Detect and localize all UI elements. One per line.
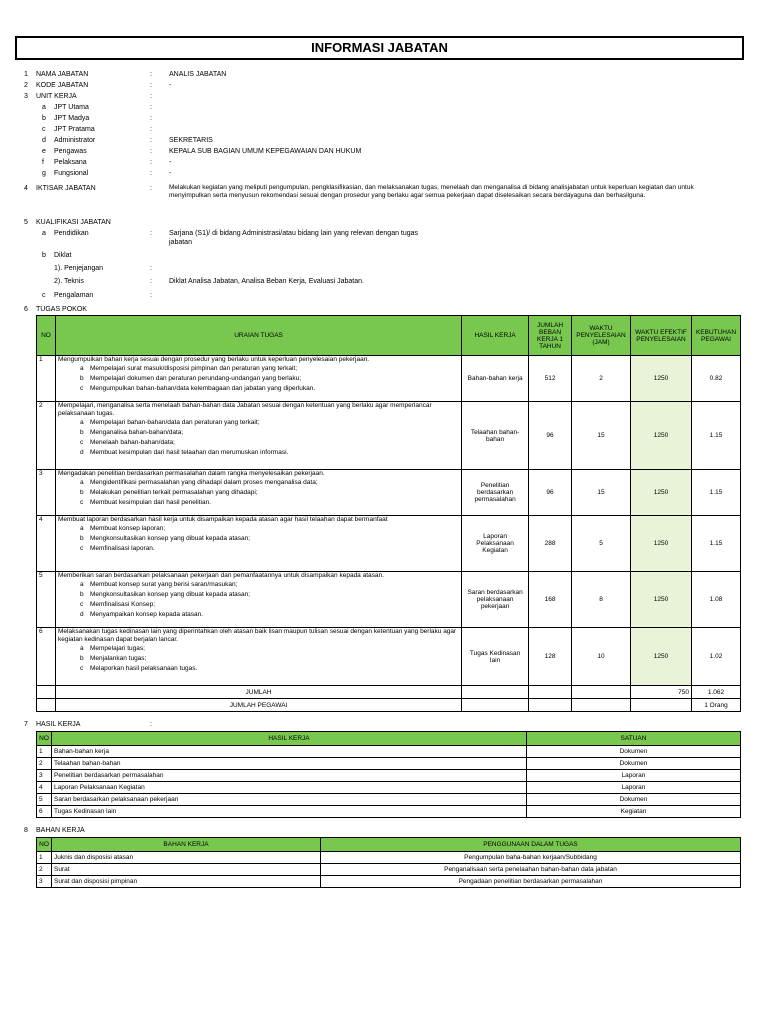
subtask-text: Mengumpulkan bahan-bahan/data kelembagaan dan jabatan yang diperlukan.	[89, 385, 316, 392]
unit-label: JPT Madya	[54, 115, 90, 122]
th-uraian: URAIAN TUGAS	[55, 316, 461, 356]
bahan-kerja-no: 8	[24, 827, 28, 834]
jumlah-empty	[37, 686, 56, 699]
hasil-row	[37, 806, 741, 818]
subtask-text: Mempelajari surat masuk/disposisi pimpinan dan peraturan yang terkait;	[89, 365, 298, 372]
task-no: 6	[37, 628, 56, 686]
task-row	[37, 402, 741, 470]
hasil-satuan: Kegiatan	[527, 806, 741, 818]
task-row	[37, 470, 741, 516]
th-kebutuhan: KEBUTUHAN PEGAWAI	[691, 316, 740, 356]
task-description	[55, 516, 461, 572]
task-efektif: 1250	[631, 470, 692, 516]
bahan-penggunaan: Pengadaan penelitian berdasarkan permasalahan	[321, 876, 741, 888]
task-no: 4	[37, 516, 56, 572]
unit-letter: d	[42, 137, 46, 144]
pegawai-blank-4	[631, 699, 692, 712]
task-hasil: Saran berdasarkan pelaksanaan pekerjaan	[462, 572, 529, 628]
field-value: ANALIS JABATAN	[169, 71, 227, 78]
tugas-pokok-table	[36, 315, 741, 712]
task-row	[37, 572, 741, 628]
subtask-text: Mengidentifikasi permasalahan yang dihadapi dalam proses menganalisa data;	[89, 479, 318, 486]
hasil-no: 4	[37, 782, 52, 794]
subtask	[80, 488, 459, 498]
subtask-letter: b	[79, 429, 84, 436]
hasil-name: Telaahan bahan-bahan	[52, 758, 527, 770]
th-waktu: WAKTU PENYELESAIAN (JAM)	[572, 316, 631, 356]
bahan-name: Surat dan disposisi pimpinan	[52, 876, 321, 888]
bahan-no: 2	[37, 864, 52, 876]
task-kebutuhan: 1.15	[691, 470, 740, 516]
jumlah-efektif: 750	[631, 686, 692, 699]
unit-value: SEKRETARIS	[169, 137, 213, 144]
task-hasil: Penelitian berdasarkan permasalahan	[462, 470, 529, 516]
task-kebutuhan: 0.82	[691, 356, 740, 402]
subtask	[80, 498, 459, 508]
bahan-no: 1	[37, 852, 52, 864]
task-jumlah: 168	[529, 572, 572, 628]
subtask-letter: c	[79, 601, 84, 608]
subtask-letter: a	[79, 419, 84, 426]
hasil-row	[37, 794, 741, 806]
task-efektif: 1250	[631, 516, 692, 572]
tugas-pokok-label: TUGAS POKOK	[36, 306, 87, 313]
task-main: Memberikan saran berdasarkan pelaksanaan pekerjaan dan pemanfaatannya untuk disampaikan kepada atasan.	[57, 572, 384, 579]
subtask-text: Memfinalisasi Konsep;	[89, 601, 156, 608]
hasil-no: 5	[37, 794, 52, 806]
unit-letter: g	[42, 170, 46, 177]
bahan-row	[37, 864, 741, 876]
field-value: -	[169, 82, 172, 89]
hasil-row	[37, 758, 741, 770]
hasil-no: 6	[37, 806, 52, 818]
subtask	[80, 384, 459, 394]
unit-value: -	[169, 159, 172, 166]
task-description	[55, 470, 461, 516]
th-no: NO	[37, 316, 56, 356]
hasil-satuan: Dokumen	[527, 794, 741, 806]
subtask	[80, 364, 459, 374]
field-label: NAMA JABATAN	[36, 71, 89, 78]
field-no: 2	[24, 82, 28, 89]
task-hasil: Bahan-bahan kerja	[462, 356, 529, 402]
task-kebutuhan: 1.08	[691, 572, 740, 628]
task-description	[55, 402, 461, 470]
subtask	[80, 478, 459, 488]
subtask	[80, 644, 459, 654]
subtask-letter: a	[79, 525, 84, 532]
hk-th-no: NO	[37, 732, 52, 746]
task-jumlah: 512	[529, 356, 572, 402]
subtask-text: Mempelajari tugas;	[89, 645, 145, 652]
subtask-text: Menyampaikan konsep kepada atasan.	[89, 611, 204, 618]
jumlah-blank-3	[572, 686, 631, 699]
subtask-letter: d	[79, 449, 84, 456]
subtask-letter: b	[79, 591, 84, 598]
subtask-letter: c	[79, 499, 84, 506]
subtask-text: Mempelajari bahan-bahan/data dan peraturan yang terkait;	[89, 419, 260, 426]
unit-colon: :	[150, 159, 152, 166]
hasil-kerja-label: HASIL KERJA	[36, 721, 81, 728]
unit-label: Administrator	[54, 137, 96, 144]
teknis-label: 2). Teknis	[54, 278, 84, 285]
hasil-no: 3	[37, 770, 52, 782]
subtask-text: Mengkonsultasikan konsep yang dibuat kepada atasan;	[89, 535, 251, 542]
subtask-text: Menelaah bahan-bahan/data;	[89, 439, 175, 446]
bk-th-no: NO	[37, 838, 52, 852]
subtask-text: Memfinalisasi laporan.	[89, 545, 155, 552]
hasil-name: Penelitian berdasarkan permasalahan	[52, 770, 527, 782]
subtask	[80, 654, 459, 664]
subtask	[80, 580, 459, 590]
subtask	[80, 438, 459, 448]
task-hasil: Laporan Pelaksanaan Kegiatan	[462, 516, 529, 572]
subtask-letter: a	[79, 581, 84, 588]
task-no: 2	[37, 402, 56, 470]
task-main: Membuat laporan berdasarkan hasil kerja untuk disampaikan kepada atasan agar hasil telaahan dapat bermanfaat	[57, 516, 388, 523]
pendidikan-colon: :	[150, 230, 152, 237]
kualifikasi-label: KUALIFIKASI JABATAN	[36, 219, 111, 226]
task-efektif: 1250	[631, 356, 692, 402]
field-label: UNIT KERJA	[36, 93, 77, 100]
subtask-letter: a	[79, 645, 84, 652]
pengalaman-letter: c	[42, 292, 46, 299]
task-row	[37, 628, 741, 686]
unit-label: Pelaksana	[54, 159, 87, 166]
subtask	[80, 534, 459, 544]
task-waktu: 15	[572, 402, 631, 470]
jumlah-blank-1	[462, 686, 529, 699]
subtask	[80, 418, 459, 428]
pegawai-empty	[37, 699, 56, 712]
bahan-penggunaan: Pengumpulan baha-bahan kerjaan/Subbidang	[321, 852, 741, 864]
hasil-satuan: Laporan	[527, 770, 741, 782]
task-description	[55, 628, 461, 686]
subtask	[80, 428, 459, 438]
task-description	[55, 572, 461, 628]
task-no: 5	[37, 572, 56, 628]
hasil-kerja-colon: :	[150, 721, 152, 728]
pengalaman-colon: :	[150, 292, 152, 299]
subtask-letter: b	[79, 489, 84, 496]
subtask	[80, 600, 459, 610]
unit-colon: :	[150, 104, 152, 111]
tugas-pokok-no: 6	[24, 306, 28, 313]
th-hasil: HASIL KERJA	[462, 316, 529, 356]
subtask-letter: d	[79, 611, 84, 618]
unit-label: JPT Utama	[54, 104, 89, 111]
teknis-value: Diklat Analisa Jabatan, Analisa Beban Kerja, Evaluasi Jabatan.	[169, 278, 364, 285]
subtask-text: Melaporkan hasil pelaksanaan tugas.	[89, 665, 198, 672]
task-main: Mengadakan penelitian berdasarkan permasalahan dalam rangka menyelesaikan pekerjaan.	[57, 470, 325, 477]
subtask	[80, 610, 459, 620]
bk-th-bahan: BAHAN KERJA	[52, 838, 321, 852]
subtask-text: Mempelajari dokumen dan peraturan perundang-undangan yang berlaku;	[89, 375, 302, 382]
hasil-row	[37, 770, 741, 782]
field-colon: :	[150, 93, 152, 100]
subtask-letter: b	[79, 375, 84, 382]
unit-letter: f	[42, 159, 44, 166]
bahan-row	[37, 876, 741, 888]
hasil-kerja-table	[36, 731, 741, 818]
jumlah-blank-2	[529, 686, 572, 699]
pendidikan-value: Sarjana (S1)/ di bidang Administrasi/atau bidang lain yang relevan dengan tugas jabatan	[169, 230, 419, 246]
subtask-text: Mengkonsultasikan konsep yang dibuat kepada atasan;	[89, 591, 251, 598]
task-row	[37, 356, 741, 402]
ikhtisar-label: IKTISAR JABATAN	[36, 185, 96, 192]
unit-label: JPT Pratama	[54, 126, 95, 133]
task-no: 1	[37, 356, 56, 402]
unit-label: Fungsional	[54, 170, 89, 177]
subtask	[80, 590, 459, 600]
field-label: KODE JABATAN	[36, 82, 89, 89]
task-waktu: 2	[572, 356, 631, 402]
task-jumlah: 128	[529, 628, 572, 686]
teknis-colon: :	[150, 278, 152, 285]
th-efektif: WAKTU EFEKTIF PENYELESAIAN	[631, 316, 692, 356]
subtask	[80, 374, 459, 384]
hasil-name: Laporan Pelaksanaan Kegiatan	[52, 782, 527, 794]
hasil-name: Tugas Kedinasan lain	[52, 806, 527, 818]
task-main: Melaksanakan tugas kedinasan lain yang diperintahkan oleh atasan baik lisan maupun tulisan sesuai dengan ketentuan yang berlaku agar kegiatan kedinasan dapat berjalan lancar.	[57, 628, 457, 643]
subtask-text: Menjalankan tugas;	[89, 655, 147, 662]
task-kebutuhan: 1.02	[691, 628, 740, 686]
hasil-satuan: Dokumen	[527, 746, 741, 758]
pegawai-blank-1	[462, 699, 529, 712]
subtask-letter: b	[79, 655, 84, 662]
subtask-text: Membuat konsep surat yang berisi saran/masukan;	[89, 581, 238, 588]
task-main: Mempelajari, menganalisa serta menelaah bahan-bahan data Jabatan sesuai dengan ketentuan yang berlaku agar memperlancar pelaksanaan tugas.	[57, 402, 432, 417]
subtask-letter: a	[79, 479, 84, 486]
hk-th-satuan: SATUAN	[527, 732, 741, 746]
unit-letter: e	[42, 148, 46, 155]
page-title: INFORMASI JABATAN	[15, 36, 744, 60]
field-no: 3	[24, 93, 28, 100]
bahan-penggunaan: Penganalisaan serta penelaahan bahan-bahan data jabatan	[321, 864, 741, 876]
unit-colon: :	[150, 126, 152, 133]
unit-colon: :	[150, 137, 152, 144]
task-efektif: 1250	[631, 572, 692, 628]
subtask-text: Membuat kesimpulan dari hasil telaahan dan merumuskan informasi.	[89, 449, 289, 456]
pegawai-blank-2	[529, 699, 572, 712]
unit-letter: b	[42, 115, 46, 122]
task-kebutuhan: 1.15	[691, 516, 740, 572]
subtask-text: Membuat konsep laporan;	[89, 525, 166, 532]
task-waktu: 10	[572, 628, 631, 686]
subtask-letter: a	[79, 365, 84, 372]
diklat-letter: b	[42, 252, 46, 259]
bahan-kerja-table	[36, 837, 741, 888]
kualifikasi-no: 5	[24, 219, 28, 226]
bahan-row	[37, 852, 741, 864]
task-hasil: Tugas Kedinasan lain	[462, 628, 529, 686]
jumlah-label: JUMLAH	[55, 686, 461, 699]
ikhtisar-value: Melakukan kegiatan yang meliputi pengumpulan, pengklasifikasian, dan melaksanakan tugas, menelaah dan menganalisa di bidang analisjabatan untuk keperluan kegiatan dan untuk menyimpulkan serta menyusun rekomendasi sesuai dengan prosedur yang berlaku agar semua pekerjaan dapat diselesaikan secara berdayaguna dan berhasilguna.	[169, 184, 694, 199]
hasil-name: Bahan-bahan kerja	[52, 746, 527, 758]
subtask-text: Melakukan penelitian terkait permasalahan yang dihadapi;	[89, 489, 258, 496]
subtask-letter: c	[79, 385, 84, 392]
subtask	[80, 544, 459, 554]
hasil-row	[37, 746, 741, 758]
subtask-letter: c	[79, 545, 84, 552]
subtask-letter: b	[79, 535, 84, 542]
field-colon: :	[150, 82, 152, 89]
task-waktu: 5	[572, 516, 631, 572]
task-jumlah: 96	[529, 402, 572, 470]
task-hasil: Telaahan bahan-bahan	[462, 402, 529, 470]
task-efektif: 1250	[631, 628, 692, 686]
bahan-kerja-label: BAHAN KERJA	[36, 827, 85, 834]
task-row	[37, 516, 741, 572]
subtask-text: Menganalisa bahan-bahan/data;	[89, 429, 184, 436]
pendidikan-letter: a	[42, 230, 46, 237]
bahan-name: Surat	[52, 864, 321, 876]
unit-colon: :	[150, 170, 152, 177]
hasil-satuan: Dokumen	[527, 758, 741, 770]
pengalaman-label: Pengalaman	[54, 292, 94, 299]
unit-value: KEPALA SUB BAGIAN UMUM KEPEGAWAIAN DAN HUKUM	[169, 148, 362, 155]
hasil-no: 2	[37, 758, 52, 770]
jumlah-pegawai-label: JUMLAH PEGAWAI	[55, 699, 461, 712]
task-jumlah: 96	[529, 470, 572, 516]
ikhtisar-no: 4	[24, 185, 28, 192]
hasil-name: Saran berdasarkan pelaksanaan pekerjaan	[52, 794, 527, 806]
th-jumlah: JUMLAH BEBAN KERJA 1 TAHUN	[529, 316, 572, 356]
subtask	[80, 664, 459, 674]
jumlah-kebutuhan: 1.062	[691, 686, 740, 699]
penjenjangan-colon: :	[150, 265, 152, 272]
subtask-text: Membuat kesimpulan dari hasil penelitian.	[89, 499, 212, 506]
field-no: 1	[24, 71, 28, 78]
unit-colon: :	[150, 115, 152, 122]
ikhtisar-colon: :	[150, 185, 152, 192]
task-description	[55, 356, 461, 402]
task-no: 3	[37, 470, 56, 516]
unit-value: -	[169, 170, 172, 177]
task-waktu: 8	[572, 572, 631, 628]
subtask	[80, 524, 459, 534]
task-efektif: 1250	[631, 402, 692, 470]
hasil-satuan: Laporan	[527, 782, 741, 794]
pegawai-blank-3	[572, 699, 631, 712]
unit-label: Pengawas	[54, 148, 87, 155]
subtask-letter: c	[79, 665, 84, 672]
task-main: Mengumpulkan bahan kerja sesuai dengan prosedur yang berlaku untuk keperluan penyelesaian pekerjaan.	[57, 356, 370, 363]
hk-th-hasil: HASIL KERJA	[52, 732, 527, 746]
subtask	[80, 448, 459, 458]
hasil-no: 1	[37, 746, 52, 758]
hasil-kerja-no: 7	[24, 721, 28, 728]
penjenjangan-label: 1). Penjejangan	[54, 265, 104, 272]
bahan-name: Juknis dan disposisi atasan	[52, 852, 321, 864]
task-waktu: 15	[572, 470, 631, 516]
unit-letter: c	[42, 126, 46, 133]
diklat-label: Diklat	[54, 252, 72, 259]
task-kebutuhan: 1.15	[691, 402, 740, 470]
field-colon: :	[150, 71, 152, 78]
task-jumlah: 288	[529, 516, 572, 572]
bahan-no: 3	[37, 876, 52, 888]
jumlah-pegawai-value: 1 Orang	[691, 699, 740, 712]
bk-th-penggunaan: PENGGUNAAN DALAM TUGAS	[321, 838, 741, 852]
subtask-letter: c	[79, 439, 84, 446]
hasil-row	[37, 782, 741, 794]
unit-colon: :	[150, 148, 152, 155]
pendidikan-label: Pendidikan	[54, 230, 89, 237]
unit-letter: a	[42, 104, 46, 111]
